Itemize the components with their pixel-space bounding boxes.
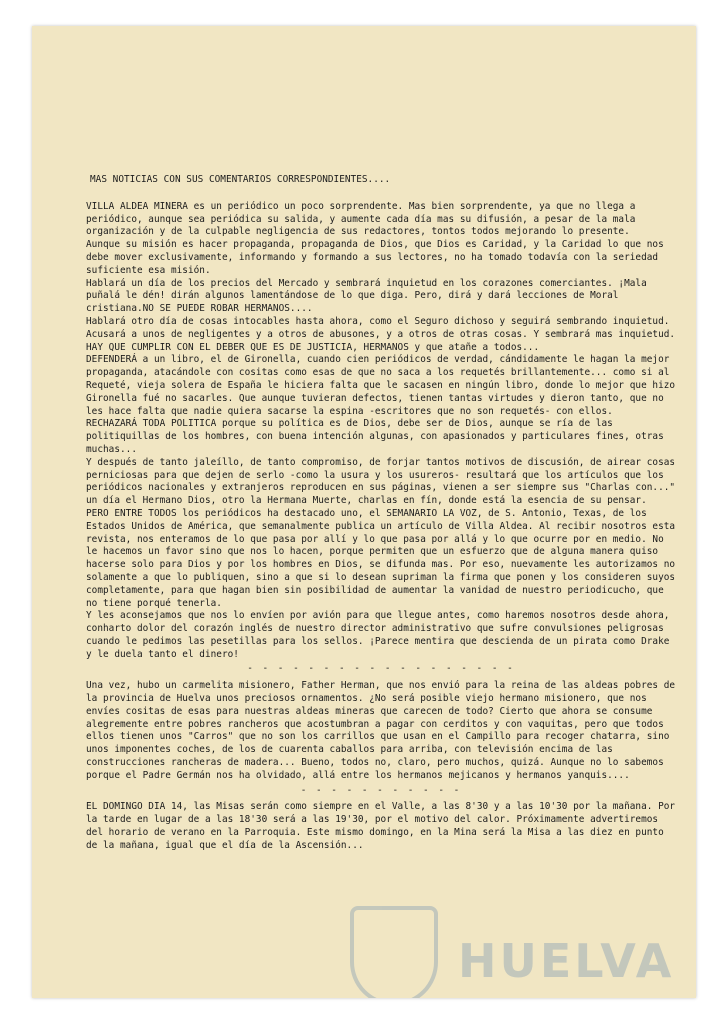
- document-body: [86, 174, 681, 853]
- paragraph-8: PERO ENTRE TODOS los periódicos ha destacado uno, el SEMANARIO LA VOZ, de S. Antonio, Texas, de los Estados Unidos de América, que semanalmente publica un artículo de Villa Aldea. Al recibir nosotros esta revista, nos enteramos de lo que pasa por allí y lo que pasa por allá y lo que ocurre por en medio. No le hacemos un favor sino que nos lo hacen, porque permiten que un esfuerzo que de alguna manera quiso hacerse solo para Dios y por los hombres en Dios, se difunda mas. Por eso, nuevamente les autorizamos no solamente a que lo publiquen, sino a que si lo desean supriman la firma que ponen y los consideren suyos completamente, para que hagan bien sin posibilidad de aumentar la vanidad de nuestro periodicucho, que no tiene porqué tenerla.: [86, 507, 681, 609]
- paragraph-3: Hablará un día de los precios del Mercado y sembrará inquietud en los corazones comerciantes. ¡Mala puñalá le dén! dirán algunos lamentándose de lo que diga. Pero, dirá y dará lecciones de Moral cristiana.NO SE PUEDE ROBAR HERMANOS....: [86, 277, 653, 315]
- paragraph-4: Hablará otro día de cosas intocables hasta ahora, como el Seguro dichoso y seguirá sembrando inquietud. Acusará a unos de negligentes y a otros de abusones, y a otros de otras cosas. Y sembrará mas inquietud. HAY QUE CUMPLIR CON EL DEBER QUE ES DE JUSTICIA, HERMANOS y que atañe a todos...: [86, 315, 681, 353]
- separator-2: - - - - - - - - - - -: [300, 784, 462, 796]
- document-title: MAS NOTICIAS CON SUS COMENTARIOS CORRESPONDIENTES....: [90, 174, 391, 185]
- paragraph-father-herman: Una vez, hubo un carmelita misionero, Father Herman, que nos envió para la reina de las aldeas pobres de la provincia de Huelva unos preciosos ornamentos. ¿No será posible viejo hermano misionero, que nos envíes cositas de esas para nuestras aldeas mineras que carecen de todo? Cierto que ahora se consume alegremente entre pobres rancheros que acostumbran a pagar con cerditos y con vaquitas, pero que todos ellos tienen unos "Carros" que no son los carrillos que usan en el Campillo para recoger chatarra, sino unos imponentes coches, de los de cuarenta caballos para arriba, con televisión encima de las construcciones rancheras de madera... Bueno, todos no, claro, pero muchos, quizá. Aunque no lo sabemos porque el Padre Germán nos ha olvidado, allá entre los hermanos mejicanos y hermanos yanquis....: [86, 680, 681, 781]
- paragraph-5: DEFENDERÁ a un libro, el de Gironella, cuando cien periódicos de verdad, cándidamente le hagan la mejor propaganda, atacándole con cositas como esas de que no saca a los requetés brillantemente... como si al Requeté, vieja solera de España le hiciera falta que le sacasen en ningún libro, donde lo mejor que hizo Gironella fué no sacarles. Que aunque tuvieran defectos, tienen tantas virtudes y dieron tanto, que no les hace falta que nadie quiera sacarse la espina -escritores que no son requetés- con ellos.: [86, 354, 681, 417]
- archive-watermark: [350, 906, 696, 998]
- paragraph-7: Y después de tanto jaleíllo, de tanto compromiso, de forjar tantos motivos de discusión, de airear cosas perniciosas para que dejen de serlo -como la usura y los usureros- resultará que los artículos que los periódicos nacionales y extranjeros reproducen en sus páginas, vienen a ser siempre sus "Charlas con..." un día el Hermano Dios, otro la Hermana Muerte, charlas en fín, donde está la esencia de su pensar.: [86, 456, 681, 507]
- paragraph-1: VILLA ALDEA MINERA es un periódico un poco sorprendente. Mas bien sorprendente, ya que no llega a periódico, aunque sea periódica su salida, y aumente cada día mas su difusión, a pesar de la mala organización y de la culpable negligencia de sus redactores, tontos todos mejorando lo presente.: [86, 200, 642, 238]
- watermark-label: HUELVA: [458, 934, 675, 988]
- document-page: [32, 26, 696, 998]
- paragraph-domingo: EL DOMINGO DIA 14, las Misas serán como siempre en el Valle, a las 8'30 y a las 10'30 por la mañana. Por la tarde en lugar de a las 18'30 será a las 19'30, por el motivo del calor. Próximamente advertiremos del horario de verano en la Parroquia. Este mismo domingo, en la Mina será la Misa a las diez en punto de la mañana, igual que el día de la Ascensión...: [86, 801, 681, 851]
- coat-of-arms-icon: [350, 906, 438, 998]
- separator-1: - - - - - - - - - - - - - - - - - -: [247, 663, 515, 675]
- paragraph-2: Aunque su misión es hacer propaganda, propaganda de Dios, que Dios es Caridad, y la Caridad lo que nos debe mover exclusivamente, informando y formando a sus lectores, no ha tomado todavía con la seriedad suficiente esa misión.: [86, 239, 670, 276]
- paragraph-6: RECHAZARÁ TODA POLITICA porque su política es de Dios, debe ser de Dios, aunque se ría de las politiquillas de los hombres, con buena intención algunas, con apasionados y particulares fines, otras muchas...: [86, 418, 670, 455]
- paragraph-9: Y les aconsejamos que nos lo envíen por avión para que llegue antes, como haremos nosotros desde ahora, conharto dolor del corazón inglés de nuestro director administrativo que sufre convulsiones peligrosas cuando le pedimos las pesetillas para los sellos. ¡Parece mentira que descienda de un pirata como Drake y le duela tanto el dinero!: [86, 610, 676, 660]
